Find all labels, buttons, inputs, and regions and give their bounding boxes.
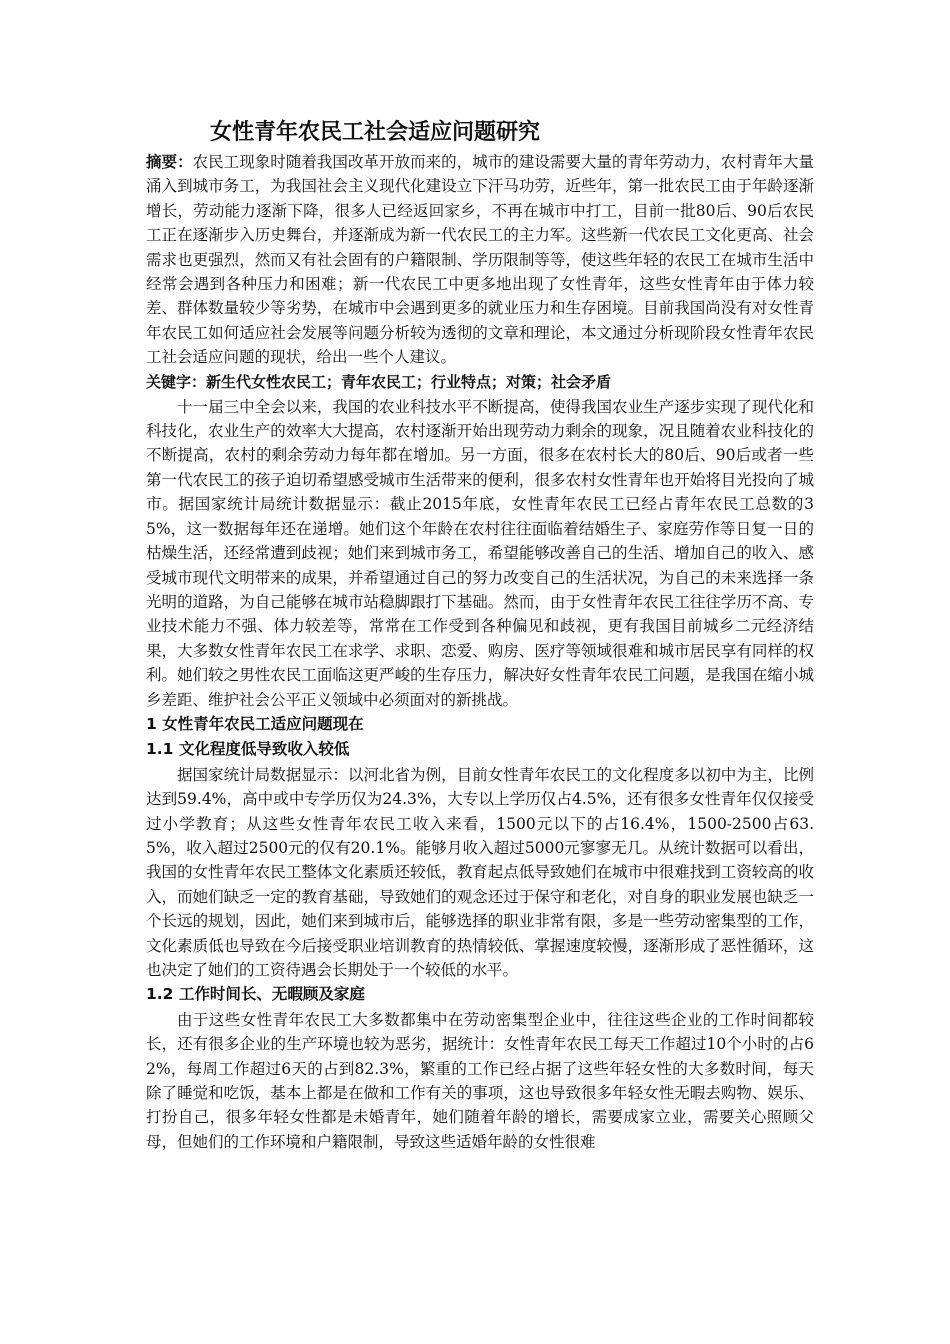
keywords-text: 新生代女性农民工；青年农民工；行业特点；对策；社会矛盾 [206,372,612,391]
keywords-label: 关键字： [146,372,207,391]
section-1-heading: 1 女性青年农民工适应问题现在 [146,714,364,733]
section-1-2-paragraph: 由于这些女性青年农民工大多数都集中在劳动密集型企业中，往往这些企业的工作时间都较长，还有很多企业的生产环境也较为恶劣，据统计：女性青年农民工每天工作超过10个小时的占62%，每周工作超过6天的占到82.3%，繁重的工作已经占据了这些年轻女性的大多数时间，每天除了睡觉和吃饭，基本上都是在做和工作有关的事项，这也导致很多年轻女性无暇去购物、娱乐、打扮自己，很多年轻女性都是未婚青年，她们随着年龄的增长，需要成家立业，需要关心照顾父母，但她们的工作环境和户籍限制，导致这些适婚年龄的女性很难 [146,1010,814,1151]
section-1-1-paragraph: 据国家统计局数据显示：以河北省为例，目前女性青年农民工的文化程度多以初中为主，比例达到59.4%，高中或中专学历仅为24.3%，大专以上学历仅占4.5%，还有很多女性青年仅仅接受过小学教育；从这些女性青年农民工收入来看，1500元以下的占16.4%，1500-2500占63.5%，收入超过2500元的仅有20.1%。能够月收入超过5000元寥寥无几。从统计数据可以看出，我国的女性青年农民工整体文化素质还较低，教育起点低导致她们在城市中很难找到工资较高的收入，而她们缺乏一定的教育基础，导致她们的观念还过于保守和老化，对自身的职业发展也缺乏一个长远的规划，因此，她们来到城市后，能够选择的职业非常有限，多是一些劳动密集型的工作，文化素质低也导致在今后接受职业培训教育的热情较低、掌握速度较慢，逐渐形成了恶性循环，这也决定了她们的工资待遇会长期处于一个较低的水平。 [146,765,814,979]
abstract-text: 农民工现象时随着我国改革开放而来的，城市的建设需要大量的青年劳动力，农村青年大量涌入到城市务工，为我国社会主义现代化建设立下汗马功劳，近些年，第一批农民工由于年龄逐渐增长，劳动能力逐渐下降，很多人已经返回家乡，不再在城市中打工，目前一批80后、90后农民工正在逐渐步入历史舞台，并逐渐成为新一代农民工的主力军。这些新一代农民工文化更高、社会需求也更强烈，然而又有社会固有的户籍限制、学历限制等等，使这些年轻的农民工在城市生活中经常会遇到各种压力和困难；新一代农民工中更多地出现了女性青年，这些女性青年由于体力较差、群体数量较少等劣势，在城市中会遇到更多的就业压力和生存困境。目前我国尚没有对女性青年农民工如何适应社会发展等问题分析较为透彻的文章和理论，本文通过分析现阶段女性青年农民工社会适应问题的现状，给出一些个人建议。 [146,153,814,367]
keywords [146,370,814,395]
intro-paragraph: 十一届三中全会以来，我国的农业科技水平不断提高，使得我国农业生产逐步实现了现代化和科技化，农业生产的效率大大提高，农村逐渐开始出现劳动力剩余的现象，况且随着农业科技化的不断提高，农村的剩余劳动力每年都在增加。另一方面，很多在农村长大的80后、90后或者一些第一代农民工的孩子迫切希望感受城市生活带来的便利，很多农村女性青年也开始将目光投向了城市。据国家统计局统计数据显示：截止2015年底，女性青年农民工已经占青年农民工总数的35%，这一数据每年还在递增。她们这个年龄在农村往往面临着结婚生子、家庭劳作等日复一日的枯燥生活，还经常遭到歧视；她们来到城市务工，希望能够改善自己的生活、增加自己的收入、感受城市现代文明带来的成果，并希望通过自己的努力改变自己的生活状况，为自己的未来选择一条光明的道路，为自己能够在城市站稳脚跟打下基础。然而，由于女性青年农民工往往学历不高、专业技术能力不强、体力较差等，常常在工作受到各种偏见和歧视，更有我国目前城乡二元经济结果，大多数女性青年农民工在求学、求职、恋爱、购房、医疗等领域很难和城市居民享有同样的权利。她们较之男性农民工面临这更严峻的生存压力，解决好女性青年农民工问题，是我国在缩小城乡差距、维护社会公平正义领域中必须面对的新挑战。 [146,397,814,709]
abstract [146,150,814,370]
section-1-2-heading: 1.2 工作时间长、无暇顾及家庭 [146,985,365,1004]
section-1-1-heading: 1.1 文化程度低导致收入较低 [146,740,350,759]
abstract-label: 摘要： [146,153,193,171]
document-page [146,118,814,1154]
paper-title: 女性青年农民工社会适应问题研究 [210,120,541,145]
